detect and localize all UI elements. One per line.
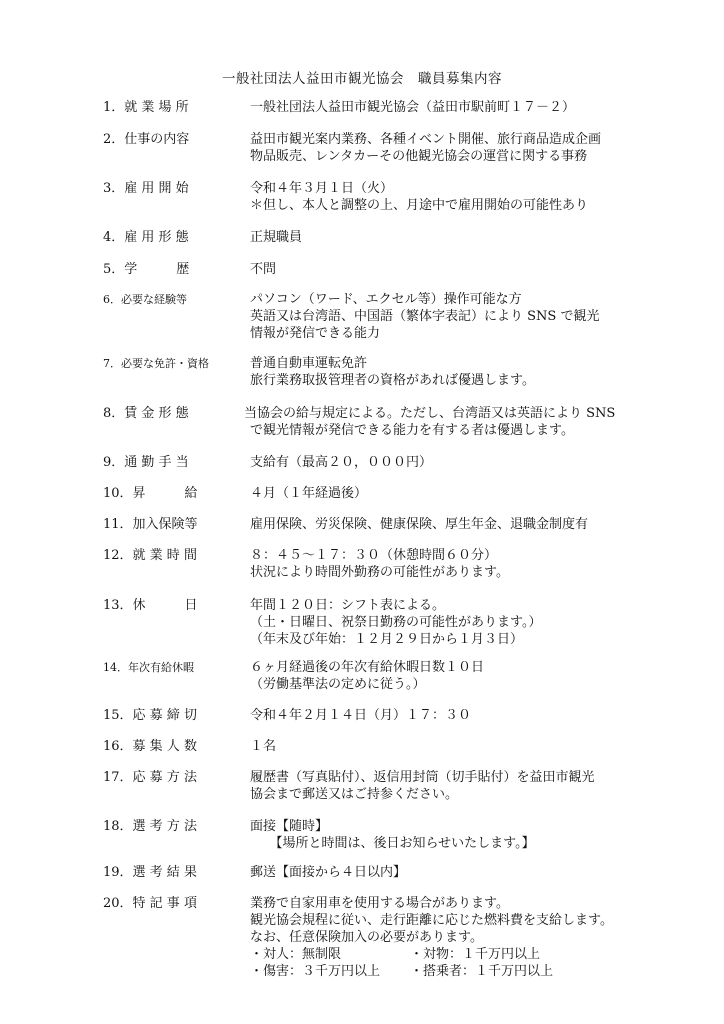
item-label: 17．応 募 方 法 [103,770,197,785]
insurance-property: ・対物：１千万円以上 [410,947,541,962]
item-label: 4．雇 用 形 態 [103,230,189,245]
item-label: 5．学 歴 [103,262,190,277]
item-label: 7．必要な免許・資格 [103,357,209,370]
item-label: 14．年次有給休暇 [103,661,194,674]
content-line: 令和４年３月１日（火） [250,181,394,196]
insurance-row [250,946,690,963]
item-label: 3．雇 用 開 始 [103,181,189,196]
item-content [244,405,684,439]
item-label: 18．選 考 方 法 [103,819,197,834]
insurance-passenger: ・搭乗者：１千万円以上 [410,964,554,979]
content-line: なお、任意保険加入の必要があります。 [250,930,483,945]
content-line: 正規職員 [250,230,303,245]
item-content [250,597,690,648]
item-content [250,547,690,581]
item-label: 19．選 考 結 果 [103,865,197,880]
item-content [250,769,690,803]
item-label: 13．休 日 [103,598,198,613]
item-label: 12．就 業 時 間 [103,548,197,563]
content-line: 状況により時間外勤務の可能性があります。 [250,565,509,580]
item-content [250,261,690,278]
content-line: 普通自動車運転免許 [250,356,368,371]
content-line: （年末及び年始：１２月２９日から１月３日） [250,632,524,647]
content-line: １名 [250,739,277,754]
content-line: 情報が発信できる能力 [250,326,381,341]
content-line: 支給有（最高２０，０００円） [250,455,433,470]
insurance-injury: ・傷害：３千万円以上 [250,964,381,979]
content-line: ４月（１年経過後） [250,486,368,501]
content-line: 当協会の給与規定による。ただし、台湾語又は英語により SNS [244,406,616,421]
content-line: 郵送【面接から４日以内】 [250,865,407,880]
content-line: 英語又は台湾語、中国語（繁体字表記）により SNS で観光 [250,309,600,324]
item-content [250,485,690,502]
content-line: 【場所と時間は、後日お知らせいたします。】 [250,836,535,851]
insurance-personal: ・対人：無制限 [250,947,342,962]
item-content [250,131,690,165]
content-line: で観光情報が発信できる能力を有する者は優遇します。 [250,423,574,438]
content-line: ＊但し、本人と調整の上、月途中で雇用開始の可能性あり [250,198,589,213]
item-label: 8．賃 金 形 態 [103,406,189,421]
item-content [250,516,690,533]
content-line: ８：４５～１７：３０（休憩時間６０分） [250,548,498,563]
item-content [250,659,690,693]
item-content [250,99,690,116]
content-line: （土・日曜日、祝祭日勤務の可能性があります。） [250,615,542,630]
content-line: 年間１２０日：シフト表による。 [250,598,446,613]
item-label: 1．就 業 場 所 [103,100,189,115]
item-label: 15．応 募 締 切 [103,708,197,723]
content-line: 観光協会規程に従い、走行距離に応じた燃料費を支給します。 [250,913,613,928]
item-content [250,818,690,852]
content-line: 面接【随時】 [250,819,329,834]
content-line: 不問 [250,262,277,277]
item-content [250,454,690,471]
item-content [250,738,690,755]
content-line: 令和４年２月１４日（月）１７：３０ [250,708,472,723]
item-content [250,864,690,881]
content-line: 雇用保険、労災保険、健康保険、厚生年金、退職金制度有 [250,517,589,532]
content-line: 物品販売、レンタカーその他観光協会の運営に関する事務 [250,149,588,164]
item-content [250,229,690,246]
content-line: 業務で自家用車を使用する場合があります。 [250,896,509,911]
item-label: 20．特 記 事 項 [103,896,197,911]
content-line: パソコン（ワード、エクセル等）操作可能な方 [250,292,522,307]
item-label: 16．募 集 人 数 [103,739,197,754]
document-title: 一般社団法人益田市観光協会 職員募集内容 [222,71,502,87]
content-line: 協会まで郵送又はご持参ください。 [250,787,459,802]
insurance-row [250,963,690,980]
item-content [250,707,690,724]
content-line: 旅行業務取扱管理者の資格があれば優遇します。 [250,373,535,388]
item-label: 10．昇 給 [103,486,198,501]
content-line: 益田市観光案内業務、各種イベント開催、旅行商品造成企画 [250,132,602,147]
content-line: 履歴書（写真貼付）、返信用封筒（切手貼付）を益田市観光 [250,770,595,785]
content-line: （労働基準法の定めに従う。） [250,677,426,692]
item-content [250,291,690,342]
item-label: 11．加入保険等 [103,517,198,532]
item-label: 2．仕事の内容 [103,132,190,147]
item-content [250,895,690,980]
item-label: 9．通 勤 手 当 [103,455,189,470]
item-content [250,355,690,389]
item-label: 6．必要な経験等 [103,293,187,306]
content-line: ６ヶ月経過後の年次有給休暇日数１０日 [250,660,485,675]
item-content [250,180,690,214]
content-line: 一般社団法人益田市観光協会（益田市駅前町１７－２） [250,100,576,115]
